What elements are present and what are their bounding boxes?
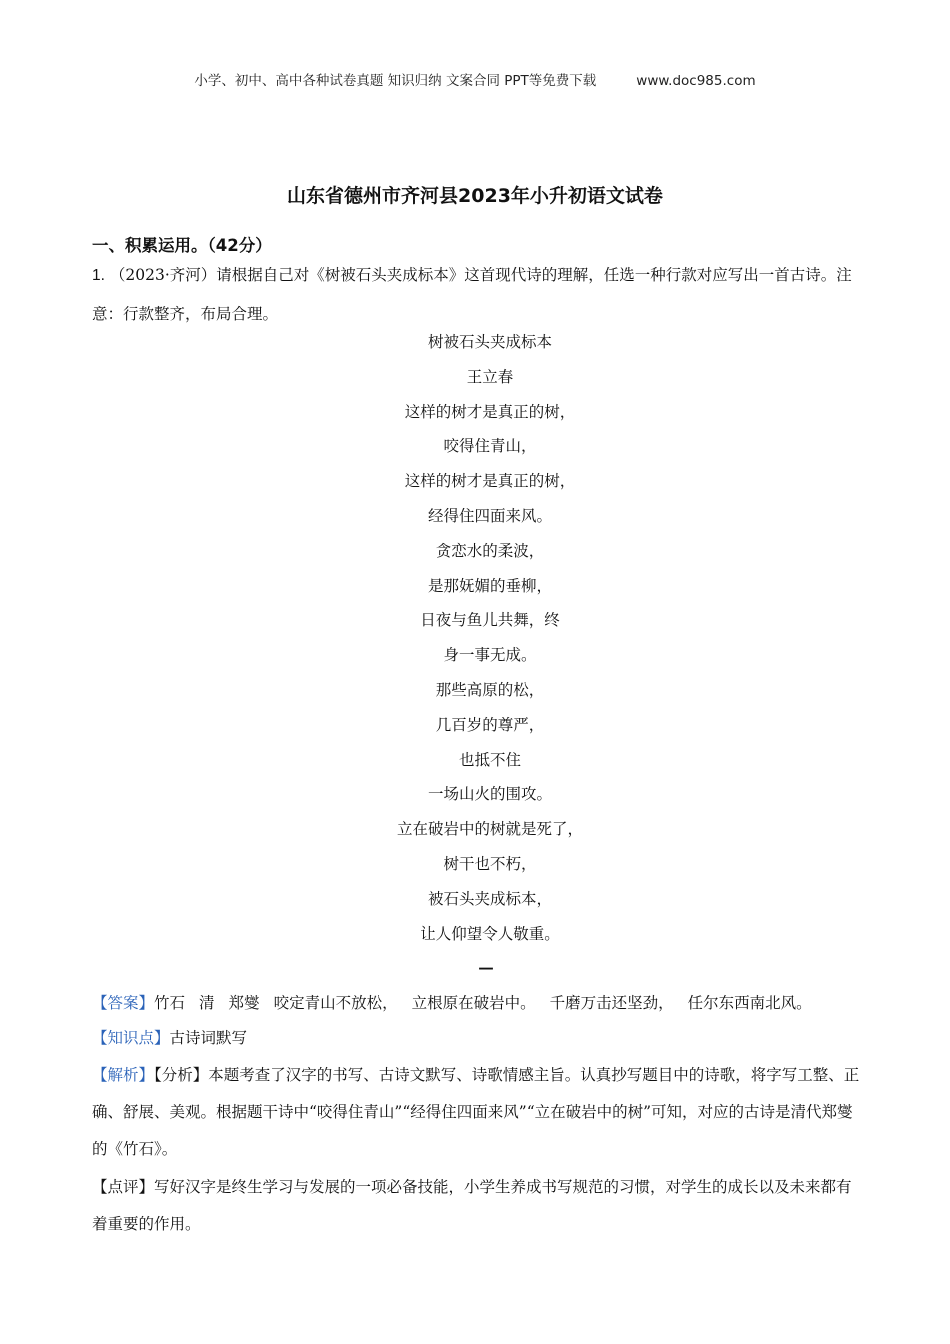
header-site: www.doc985.com	[636, 73, 756, 89]
poem-line: 几百岁的尊严，	[435, 715, 545, 734]
answer-part: 郑燮	[228, 994, 260, 1012]
poem-line: 立在破岩中的树就是死了，	[396, 820, 583, 839]
answer-block	[92, 990, 862, 1016]
poem-end-dash: —	[478, 958, 494, 977]
poem-line: 身一事无成。	[443, 646, 537, 665]
answer-part: 清	[199, 994, 215, 1012]
poem-line: 经得住四面来风。	[427, 506, 552, 525]
poem-author: 王立春	[466, 367, 514, 386]
answer-part: 咬定青山不放松，	[273, 994, 398, 1012]
answer-part: 任尔东西南北风。	[687, 994, 812, 1012]
poem-title: 树被石头夹成标本	[427, 333, 552, 351]
question-1	[92, 256, 862, 333]
poem-line: 树干也不朽，	[443, 854, 537, 873]
header-text: 小学、初中、高中各种试卷真题 知识归纳 文案合同 PPT等免费下载	[194, 73, 597, 89]
analysis-block	[92, 1057, 862, 1168]
page-header	[0, 69, 950, 89]
poem-line: 一场山火的围攻。	[427, 785, 552, 804]
document-title: 山东省德州市齐河县2023年小升初语文试卷	[287, 185, 663, 207]
knowledge-block	[92, 1025, 862, 1051]
answer-part: 千磨万击还坚劲，	[549, 994, 674, 1012]
poem-line: 日夜与鱼儿共舞，终	[420, 611, 560, 630]
knowledge-tag: 【知识点】	[92, 1029, 170, 1047]
poem-line: 被石头夹成标本，	[427, 889, 552, 908]
answer-part: 竹石	[154, 994, 186, 1012]
poem-line: 咬得住青山，	[443, 437, 537, 456]
comment-block	[92, 1169, 862, 1243]
section-heading: 一、积累运用。（42分）	[92, 236, 272, 255]
poem	[0, 325, 950, 951]
knowledge-text: 古诗词默写	[169, 1029, 248, 1047]
poem-line: 这样的树才是真正的树，	[404, 402, 576, 421]
poem-line: 也抵不住	[458, 750, 521, 769]
poem-line: 这样的树才是真正的树，	[404, 472, 576, 491]
poem-line: 是那妩媚的垂柳，	[427, 576, 552, 595]
answer-tag: 【答案】	[92, 994, 155, 1012]
comment-text: 写好汉字是终生学习与发展的一项必备技能，小学生养成书写规范的习惯，对学生的成长以及未来都有着重要的作用。	[92, 1178, 852, 1233]
answer-part: 立根原在破岩中。	[411, 994, 536, 1012]
analysis-subtag: 【分析】	[154, 1066, 209, 1084]
poem-line: 贪恋水的柔波，	[435, 541, 545, 560]
poem-line: 那些高原的松，	[435, 680, 545, 699]
question-number: 1.	[92, 267, 105, 284]
question-text: （2023·齐河）请根据自己对《树被石头夹成标本》这首现代诗的理解，任选一种行款对应写出一首古诗。注意：行款整齐，布局合理。	[92, 266, 852, 323]
comment-tag: 【点评】	[92, 1178, 155, 1196]
poem-line: 让人仰望令人敬重。	[420, 924, 560, 943]
analysis-text: 本题考查了汉字的书写、古诗文默写、诗歌情感主旨。认真抄写题目中的诗歌，将字写工整、正确、舒展、美观。根据题干诗中“咬得住青山”“经得住四面来风”“立在破岩中的树”可知，对应的古诗是清代郑燮的《竹石》。	[92, 1066, 860, 1158]
analysis-tag: 【解析】	[92, 1066, 155, 1084]
